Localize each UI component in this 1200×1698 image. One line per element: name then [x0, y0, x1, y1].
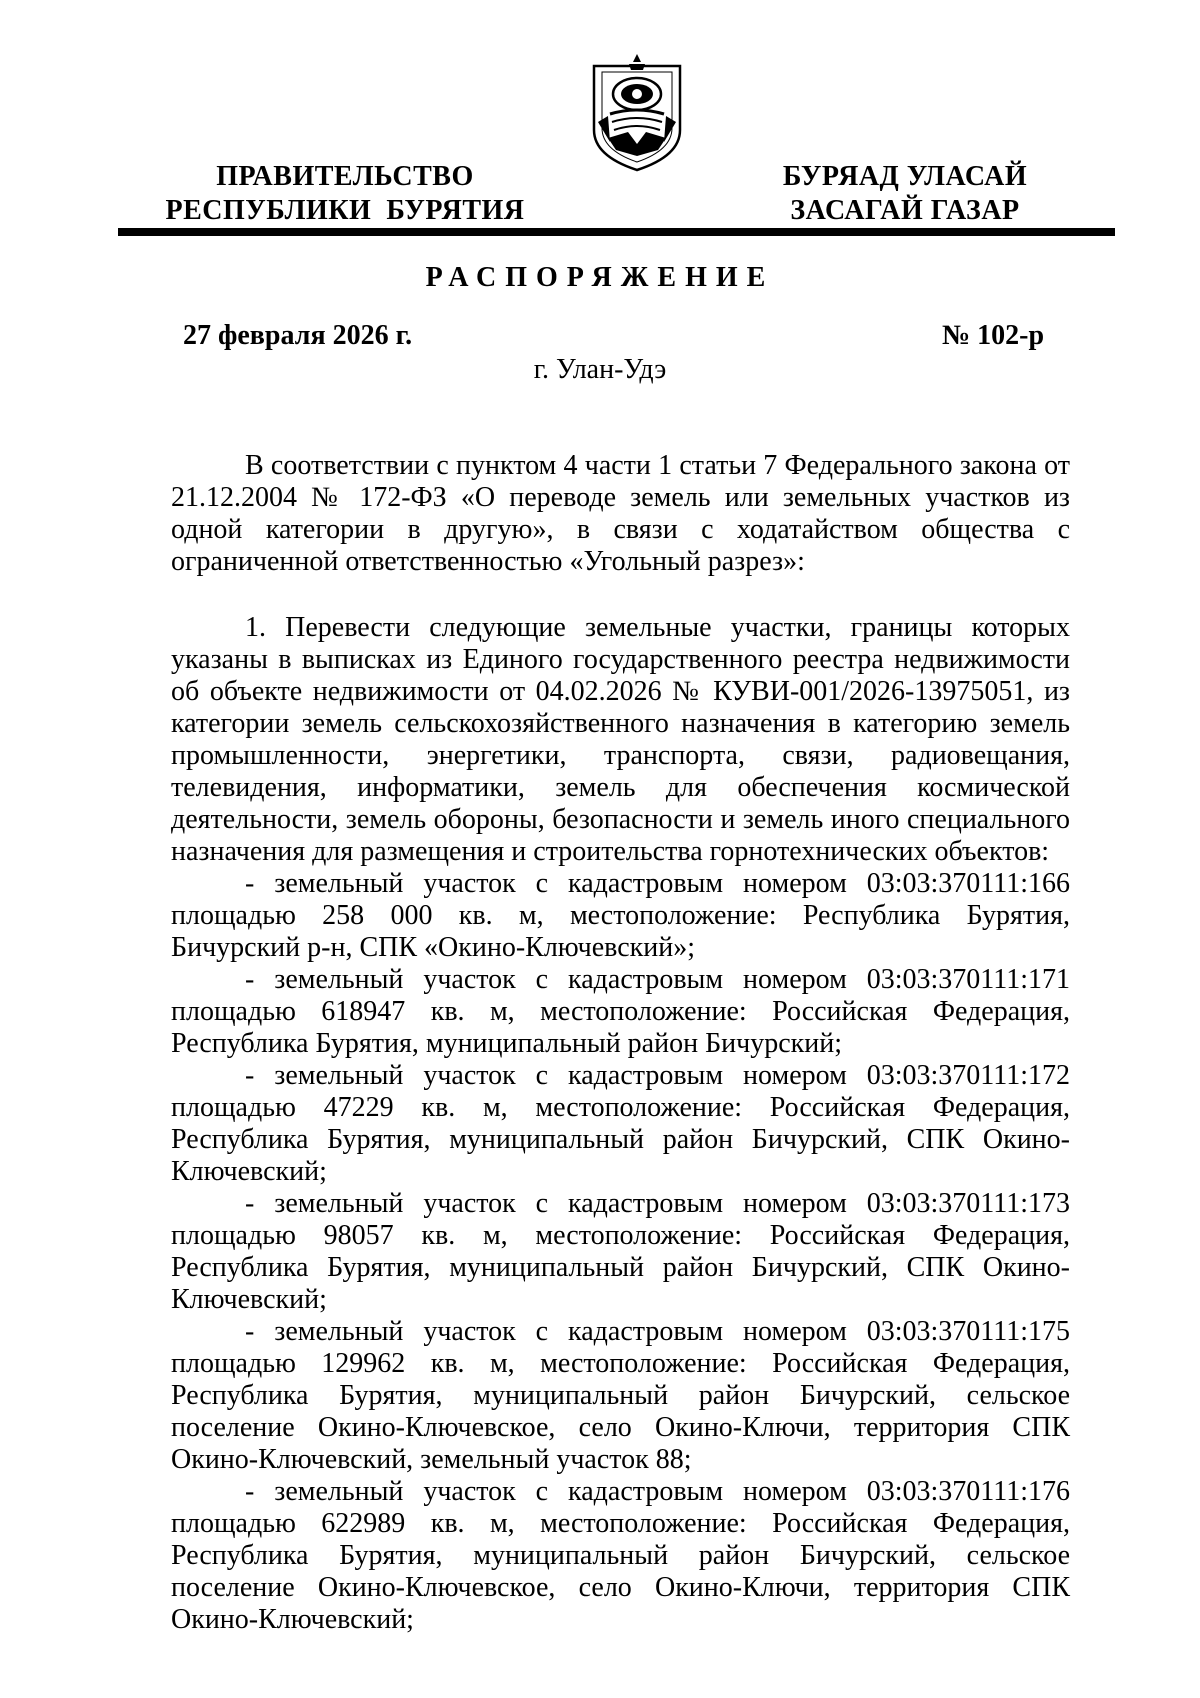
document-type: РАСПОРЯЖЕНИЕ [425, 262, 775, 293]
document-city: г. Улан-Удэ [533, 354, 667, 385]
land-plot-item: - земельный участок с кадастровым номером 03:03:370111:166 площадью 258 000 кв. м, местоположение: Республика Бурятия, Бичурский р-н, СПК «Окино-Ключевский»; [171, 868, 1070, 963]
government-name-bua-line1: БУРЯАД УЛАСАЙ [782, 161, 1028, 192]
land-plot-item: - земельный участок с кадастровым номером 03:03:370111:175 площадью 129962 кв. м, местоположение: Российская Федерация, Республика Бурятия, муниципальный район Бичурский, сельское поселение Окино-Ключевское, село Окино-Ключи, территория СПК Окино-Ключевский, земельный участок 88; [171, 1316, 1070, 1475]
government-name-bua-line2: ЗАСАГАЙ ГАЗАР [790, 195, 1020, 226]
government-name-ru [150, 160, 540, 228]
document-number: № 102-р [942, 320, 1045, 351]
clause-1-paragraph: 1. Перевести следующие земельные участки, границы которых указаны в выписках из Единого государственного реестра недвижимости об объекте недвижимости от 04.02.2026 № КУВИ-001/2026-13975051, из категории земель сельскохозяйственного назначения в категорию земель промышленности, энергетики, транспорта, связи, радиовещания, телевидения, информатики, земель для обеспечения космической деятельности, земель обороны, безопасности и земель иного специального назначения для размещения и строительства горнотехнических объектов: [171, 612, 1070, 867]
government-name-bua [760, 160, 1050, 228]
land-plot-item: - земельный участок с кадастровым номером 03:03:370111:173 площадью 98057 кв. м, местоположение: Российская Федерация, Республика Бурятия, муниципальный район Бичурский, СПК Окино-Ключевский; [171, 1188, 1070, 1315]
document-body [171, 450, 1070, 1636]
preamble-paragraph: В соответствии с пунктом 4 части 1 статьи 7 Федерального закона от 21.12.2004 № 172-ФЗ «О переводе земель или земельных участков из одной категории в другую», в связи с ходатайством общества с ограниченной ответственностью «Угольный разрез»: [171, 450, 1070, 577]
land-plot-item: - земельный участок с кадастровым номером 03:03:370111:171 площадью 618947 кв. м, местоположение: Российская Федерация, Республика Бурятия, муниципальный район Бичурский; [171, 964, 1070, 1059]
land-plot-item: - земельный участок с кадастровым номером 03:03:370111:176 площадью 622989 кв. м, местоположение: Российская Федерация, Республика Бурятия, муниципальный район Бичурский, сельское поселение Окино-Ключевское, село Окино-Ключи, территория СПК Окино-Ключевский; [171, 1476, 1070, 1635]
government-name-ru-line1: ПРАВИТЕЛЬСТВО [216, 161, 474, 192]
header-divider [118, 228, 1115, 236]
land-plot-item: - земельный участок с кадастровым номером 03:03:370111:172 площадью 47229 кв. м, местоположение: Российская Федерация, Республика Бурятия, муниципальный район Бичурский, СПК Окино-Ключевский; [171, 1060, 1070, 1187]
government-name-ru-line2: РЕСПУБЛИКИ БУРЯТИЯ [165, 195, 525, 226]
document-date: 27 февраля 2026 г. [183, 320, 413, 351]
coat-of-arms-icon [588, 52, 686, 174]
